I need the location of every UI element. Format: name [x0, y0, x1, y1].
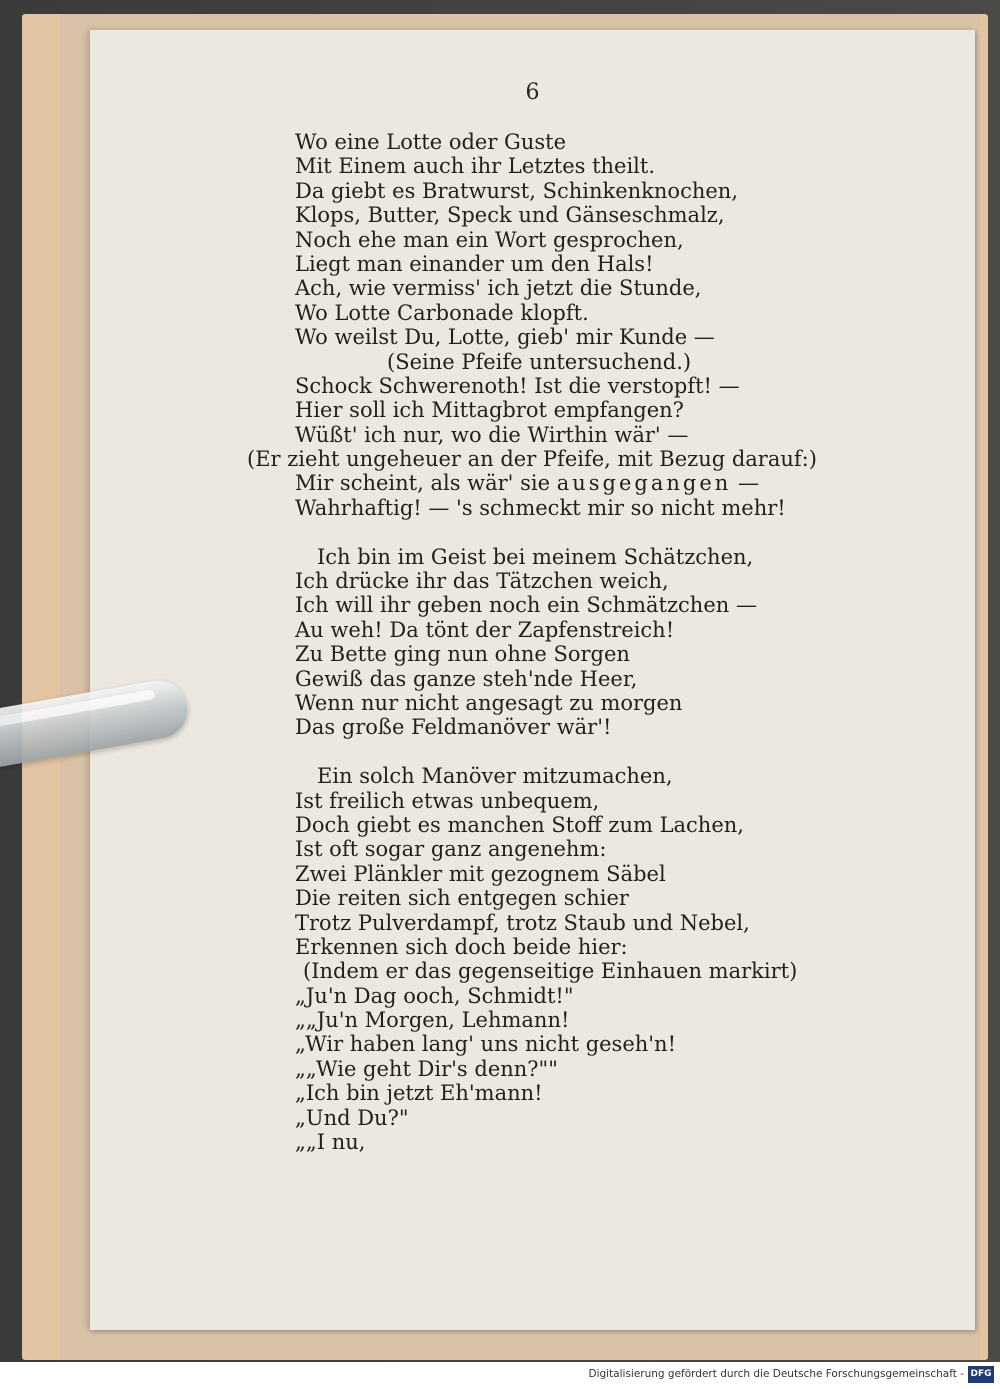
text-line: Wüßt' ich nur, wo die Wirthin wär' — — [295, 422, 689, 447]
text-line: Wenn nur nicht angesagt zu morgen — [295, 690, 683, 715]
text-line: Ein solch Manöver mitzumachen, — [317, 764, 673, 789]
text-line: Mit Einem auch ihr Letztes theilt. — [295, 154, 656, 179]
page-number: 6 — [525, 80, 540, 105]
text-line: Schock Schwerenoth! Ist die verstopft! — — [295, 373, 740, 398]
dialogue-line: „Ju'n Dag ooch, Schmidt!" — [295, 983, 574, 1008]
text-line: Ich bin im Geist bei meinem Schätzchen, — [317, 544, 754, 569]
text-line: Wahrhaftig! — 's schmeckt mir so nicht mehr! — [295, 495, 786, 520]
dialogue-line: „Und Du?" — [295, 1105, 409, 1130]
dfg-logo: DFG — [968, 1366, 994, 1383]
text-line: Au weh! Da tönt der Zapfenstreich! — [295, 617, 675, 642]
text-line: Klops, Butter, Speck und Gänseschmalz, — [295, 203, 725, 228]
text-line: Ich drücke ihr das Tätzchen weich, — [295, 569, 669, 594]
text-line: Wo Lotte Carbonade klopft. — [295, 300, 589, 325]
text-line: Trotz Pulverdampf, trotz Staub und Nebel, — [295, 910, 750, 935]
dialogue-line: „Wir haben lang' uns nicht geseh'n! — [295, 1032, 677, 1057]
text-line: Ach, wie vermiss' ich jetzt die Stunde, — [295, 276, 702, 301]
dialogue-line: „„Wie geht Dir's denn?"" — [295, 1056, 558, 1081]
text-line: Wo weilst Du, Lotte, gieb' mir Kunde — — [295, 325, 715, 350]
stage-direction: (Indem er das gegenseitige Einhauen markirt) — [303, 959, 798, 984]
text-line: Ist oft sogar ganz angenehm: — [295, 837, 607, 862]
poem-text — [247, 130, 875, 1155]
funding-credit: Digitalisierung gefördert durch die Deutsche Forschungsgemeinschaft - — [588, 1368, 964, 1380]
dialogue-line: „„I nu, — [295, 1130, 366, 1155]
book-page — [90, 30, 975, 1330]
stage-direction: (Seine Pfeife untersuchend.) — [387, 349, 692, 374]
text-line — [295, 471, 875, 495]
text-line: Ist freilich etwas unbequem, — [295, 788, 600, 813]
text-line: Doch giebt es manchen Stoff zum Lachen, — [295, 812, 744, 837]
text-line: Da giebt es Bratwurst, Schinkenknochen, — [295, 178, 738, 203]
text-line: Liegt man einander um den Hals! — [295, 251, 654, 276]
dialogue-line: „„Ju'n Morgen, Lehmann! — [295, 1008, 570, 1033]
text-line: Die reiten sich entgegen schier — [295, 886, 629, 911]
footer-bar — [0, 1362, 1000, 1389]
text-line: Wo eine Lotte oder Guste — [295, 130, 566, 154]
spaced-word: ausgegangen — [556, 471, 732, 496]
text-fragment: — — [738, 471, 759, 496]
text-line: Erkennen sich doch beide hier: — [295, 934, 628, 959]
text-fragment: Mir scheint, als wär' sie — [295, 471, 551, 496]
text-line: Zwei Plänkler mit gezognem Säbel — [295, 861, 666, 886]
text-line: Zu Bette ging nun ohne Sorgen — [295, 642, 630, 667]
text-line: Noch ehe man ein Wort gesprochen, — [295, 227, 684, 252]
stanza-gap — [295, 740, 875, 764]
text-line: Ich will ihr geben noch ein Schmätzchen — — [295, 593, 757, 618]
text-line: Hier soll ich Mittagbrot empfangen? — [295, 398, 684, 423]
dialogue-line: „Ich bin jetzt Eh'mann! — [295, 1081, 543, 1106]
text-line: Gewiß das ganze steh'nde Heer, — [295, 666, 638, 691]
stanza-gap — [295, 520, 875, 544]
text-line: Das große Feldmanöver wär'! — [295, 715, 612, 740]
stage-direction: (Er zieht ungeheuer an der Pfeife, mit Bezug darauf:) — [247, 447, 817, 472]
